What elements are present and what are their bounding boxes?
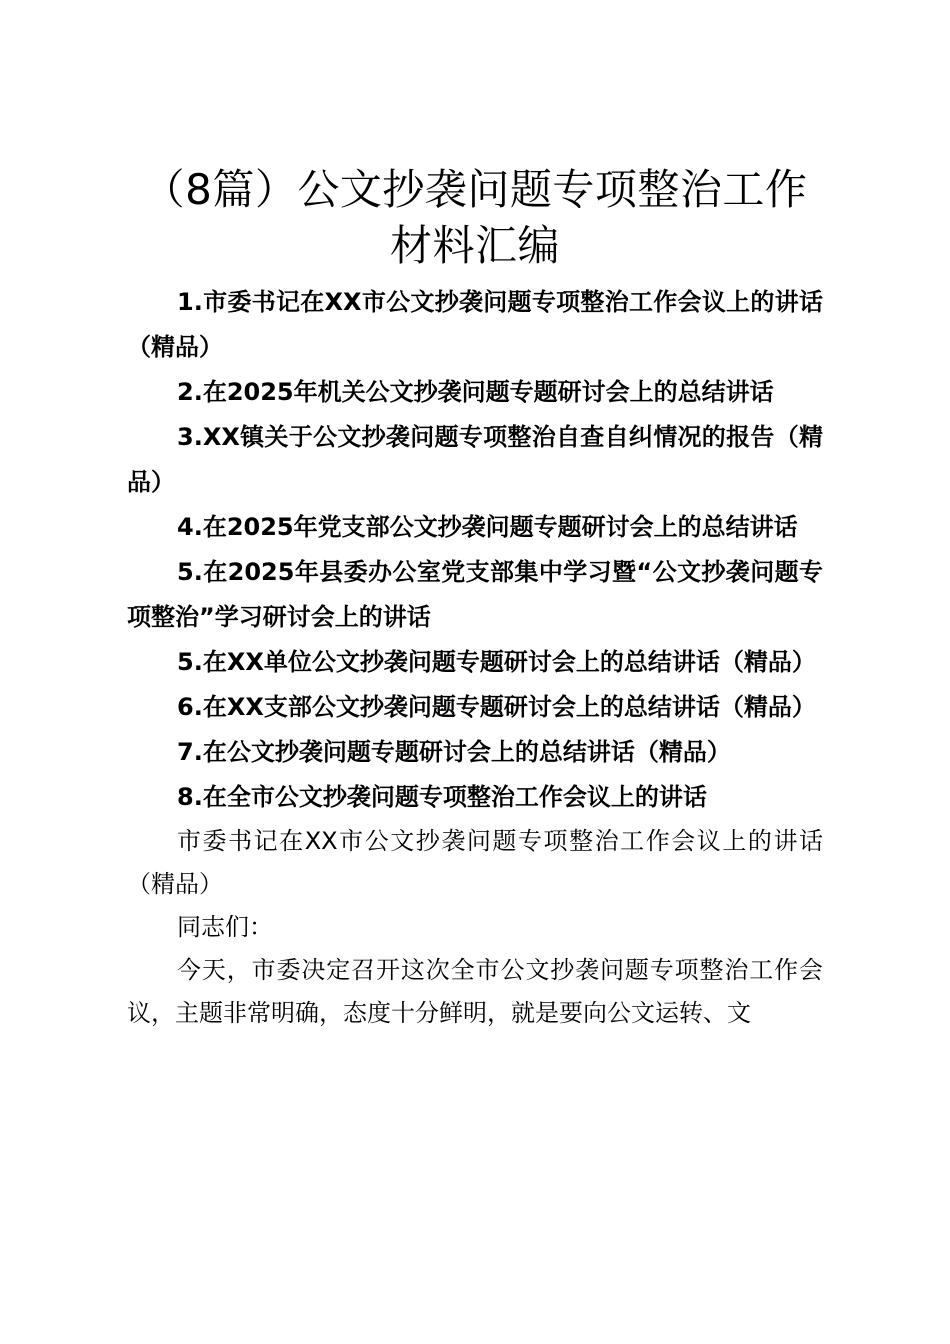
salutation: 同志们： [177,913,273,941]
toc-item-8: 7.在公文抄袭问题专题研讨会上的总结讲话（精品） [177,738,731,766]
toc-item-3: 3.XX镇关于公文抄袭问题专项整治自查自纠情况的报告（精品） [127,423,823,496]
table-of-contents [127,280,823,820]
opening-paragraph: 今天，市委决定召开这次全市公文抄袭问题专项整治工作会议，主题非常明确，态度十分鲜明，就是要向公文运转、文 [127,956,823,1027]
toc-item-4: 4.在2025年党支部公文抄袭问题专题研讨会上的总结讲话 [177,513,798,541]
article-heading: 市委书记在XX市公文抄袭问题专项整治工作会议上的讲话（精品） [127,827,823,898]
toc-item-7: 6.在XX支部公文抄袭问题专题研讨会上的总结讲话（精品） [177,693,816,721]
toc-item-9: 8.在全市公文抄袭问题专项整治工作会议上的讲话 [177,783,707,811]
toc-item-6: 5.在XX单位公文抄袭问题专题研讨会上的总结讲话（精品） [177,648,816,676]
toc-item-1: 1.市委书记在XX市公文抄袭问题专项整治工作会议上的讲话（精品） [127,288,823,361]
document-title: （8篇）公文抄袭问题专项整治工作材料汇编 [142,165,808,270]
document-page [127,162,823,1035]
toc-item-5: 5.在2025年县委办公室党支部集中学习暨“公文抄袭问题专项整治”学习研讨会上的讲话 [127,558,823,631]
toc-item-2: 2.在2025年机关公文抄袭问题专题研讨会上的总结讲话 [177,378,774,406]
